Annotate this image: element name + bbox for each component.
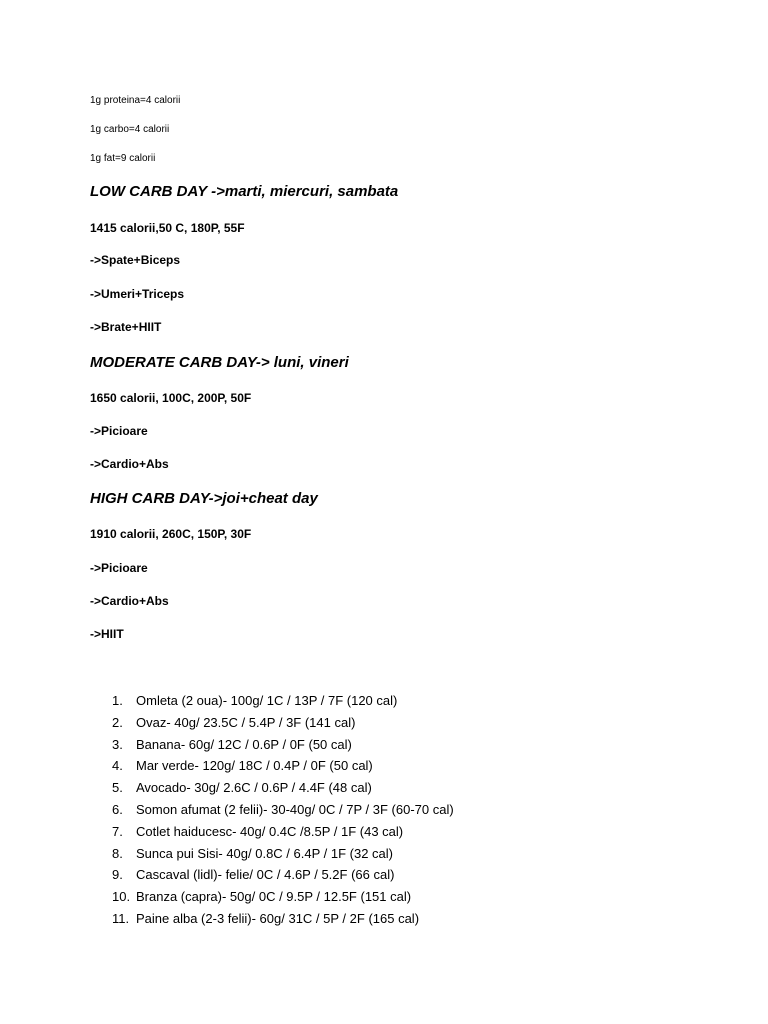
high-carb-workout-2: ->Cardio+Abs <box>90 594 169 608</box>
food-list <box>112 690 454 930</box>
moderate-carb-workout-1: ->Picioare <box>90 424 148 438</box>
list-item-text: Ovaz- 40g/ 23.5C / 5.4P / 3F (141 cal) <box>136 714 356 730</box>
list-item <box>112 886 454 908</box>
list-item <box>112 690 454 712</box>
conversion-protein: 1g proteina=4 calorii <box>90 95 181 106</box>
low-carb-macros: 1415 calorii,50 C, 180P, 55F <box>90 221 245 235</box>
list-item-number: 1. <box>112 693 123 708</box>
moderate-carb-workout-2: ->Cardio+Abs <box>90 457 169 471</box>
list-item-text: Sunca pui Sisi- 40g/ 0.8C / 6.4P / 1F (32 cal) <box>136 845 394 861</box>
list-item-text: Branza (capra)- 50g/ 0C / 9.5P / 12.5F (151 cal) <box>136 889 412 905</box>
list-item-number: 5. <box>112 780 123 796</box>
list-item-text: Avocado- 30g/ 2.6C / 0.6P / 4.4F (48 cal) <box>136 780 372 796</box>
low-carb-workout-3: ->Brate+HIIT <box>90 320 162 334</box>
list-item-number: 3. <box>112 736 123 752</box>
list-item-number: 10. <box>112 889 131 905</box>
high-carb-workout-3: ->HIIT <box>90 627 124 641</box>
list-item-number: 9. <box>112 867 123 883</box>
list-item-text: Banana- 60g/ 12C / 0.6P / 0F (50 cal) <box>136 736 352 752</box>
high-carb-macros: 1910 calorii, 260C, 150P, 30F <box>90 527 252 541</box>
list-item-number: 6. <box>112 801 123 817</box>
list-item-text: Cascaval (lidl)- felie/ 0C / 4.6P / 5.2F (66 cal) <box>136 867 395 883</box>
list-item <box>112 843 454 865</box>
list-item <box>112 908 454 930</box>
list-item-number: 8. <box>112 845 123 861</box>
list-item-number: 7. <box>112 823 123 839</box>
list-item-text: Mar verde- 120g/ 18C / 0.4P / 0F (50 cal) <box>136 758 373 774</box>
list-item-number: 4. <box>112 758 123 774</box>
low-carb-workout-2: ->Umeri+Triceps <box>90 287 185 301</box>
list-item <box>112 755 454 777</box>
moderate-carb-macros: 1650 calorii, 100C, 200P, 50F <box>90 391 252 405</box>
high-carb-title: HIGH CARB DAY->joi+cheat day <box>90 490 318 507</box>
low-carb-title: LOW CARB DAY ->marti, miercuri, sambata <box>90 183 399 200</box>
list-item-text: Omleta (2 oua)- 100g/ 1C / 13P / 7F (120 cal) <box>136 693 398 708</box>
conversion-fat: 1g fat=9 calorii <box>90 153 156 164</box>
high-carb-workout-1: ->Picioare <box>90 561 148 575</box>
list-item-text: Somon afumat (2 felii)- 30-40g/ 0C / 7P / 3F (60-70 cal) <box>136 801 454 817</box>
list-item <box>112 712 454 734</box>
list-item <box>112 799 454 821</box>
moderate-carb-title: MODERATE CARB DAY-> luni, vineri <box>90 354 349 371</box>
list-item <box>112 777 454 799</box>
list-item <box>112 734 454 756</box>
low-carb-workout-1: ->Spate+Biceps <box>90 253 181 267</box>
conversion-carbs: 1g carbo=4 calorii <box>90 124 170 135</box>
list-item-text: Paine alba (2-3 felii)- 60g/ 31C / 5P / 2F (165 cal) <box>136 910 420 926</box>
list-item-number: 11. <box>112 910 130 926</box>
list-item <box>112 864 454 886</box>
list-item-text: Cotlet haiducesc- 40g/ 0.4C /8.5P / 1F (43 cal) <box>136 823 404 839</box>
list-item-number: 2. <box>112 714 123 730</box>
list-item <box>112 821 454 843</box>
